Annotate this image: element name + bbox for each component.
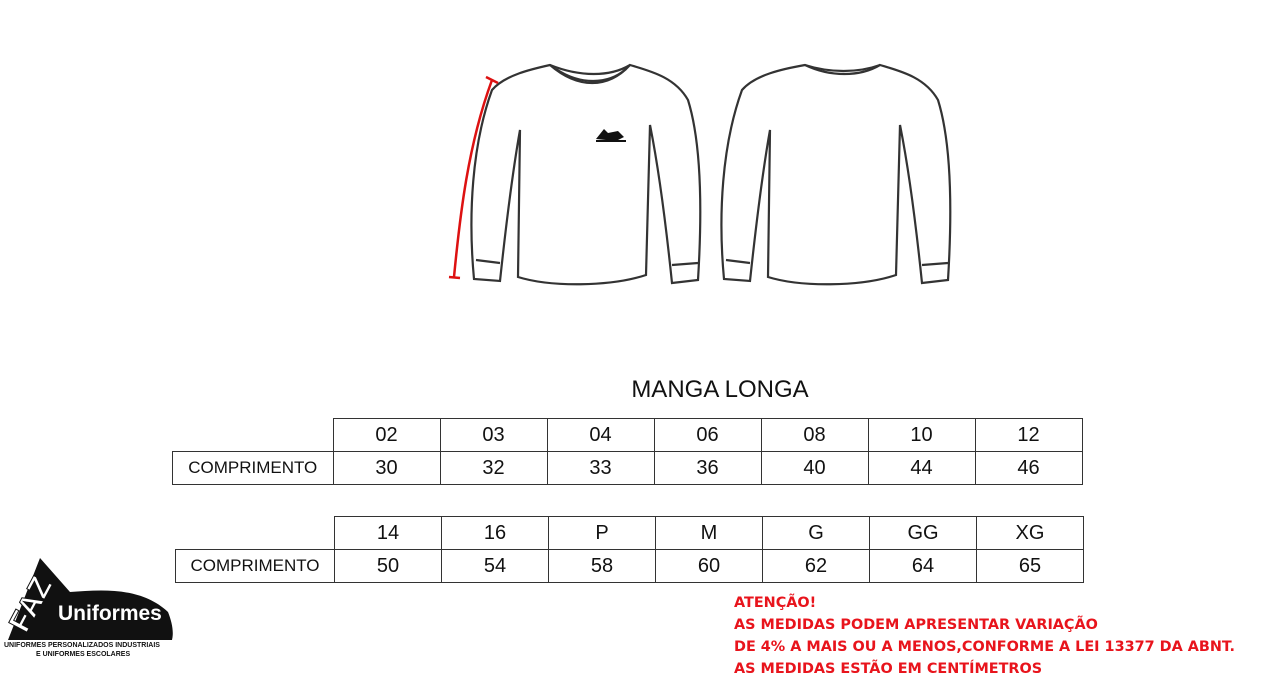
value-cell: 33	[547, 452, 654, 485]
size-cell: M	[656, 517, 763, 550]
value-cell: 46	[975, 452, 1082, 485]
size-cell: P	[549, 517, 656, 550]
length-row	[176, 550, 1084, 583]
value-cell: 36	[654, 452, 761, 485]
value-cell: 30	[333, 452, 440, 485]
size-cell: GG	[870, 517, 977, 550]
value-cell: 60	[656, 550, 763, 583]
notice-line: DE 4% A MAIS OU A MENOS,CONFORME A LEI 13377 DA ABNT.	[734, 639, 1235, 655]
faz-uniformes-logo	[0, 552, 178, 662]
size-table-adult	[175, 516, 1084, 583]
size-cell: 02	[333, 419, 440, 452]
shirt-illustration	[440, 55, 970, 295]
size-cell: 14	[335, 517, 442, 550]
size-header-row	[173, 419, 1083, 452]
row-label: COMPRIMENTO	[176, 550, 335, 583]
size-cell: XG	[977, 517, 1084, 550]
value-cell: 44	[868, 452, 975, 485]
size-cell: 16	[442, 517, 549, 550]
page-title: MANGA LONGA	[631, 376, 809, 403]
chest-logo-icon	[596, 129, 626, 142]
size-table-kids	[172, 418, 1083, 485]
value-cell: 64	[870, 550, 977, 583]
logo-tagline-1: UNIFORMES PERSONALIZADOS INDUSTRIAIS	[4, 642, 160, 649]
size-cell: G	[763, 517, 870, 550]
value-cell: 65	[977, 550, 1084, 583]
row-label: COMPRIMENTO	[173, 452, 334, 485]
size-cell: 10	[868, 419, 975, 452]
logo-tagline-2: E UNIFORMES ESCOLARES	[36, 651, 131, 658]
shirt-front	[471, 65, 700, 284]
value-cell: 32	[440, 452, 547, 485]
notice-line: AS MEDIDAS PODEM APRESENTAR VARIAÇÃO	[734, 617, 1098, 633]
logo-mark: FAZ	[3, 571, 59, 638]
shirt-back	[721, 65, 950, 284]
size-cell: 03	[440, 419, 547, 452]
size-cell: 12	[975, 419, 1082, 452]
length-row	[173, 452, 1083, 485]
corner-cell	[173, 419, 334, 452]
value-cell: 50	[335, 550, 442, 583]
value-cell: 62	[763, 550, 870, 583]
value-cell: 54	[442, 550, 549, 583]
notice-line: AS MEDIDAS ESTÃO EM CENTÍMETROS	[734, 661, 1043, 677]
size-cell: 06	[654, 419, 761, 452]
size-cell: 04	[547, 419, 654, 452]
value-cell: 58	[549, 550, 656, 583]
logo-name: Uniformes	[58, 602, 162, 625]
measurement-notice	[734, 592, 1235, 680]
size-header-row	[176, 517, 1084, 550]
notice-line: ATENÇÃO!	[734, 595, 817, 611]
size-cell: 08	[761, 419, 868, 452]
corner-cell	[176, 517, 335, 550]
value-cell: 40	[761, 452, 868, 485]
